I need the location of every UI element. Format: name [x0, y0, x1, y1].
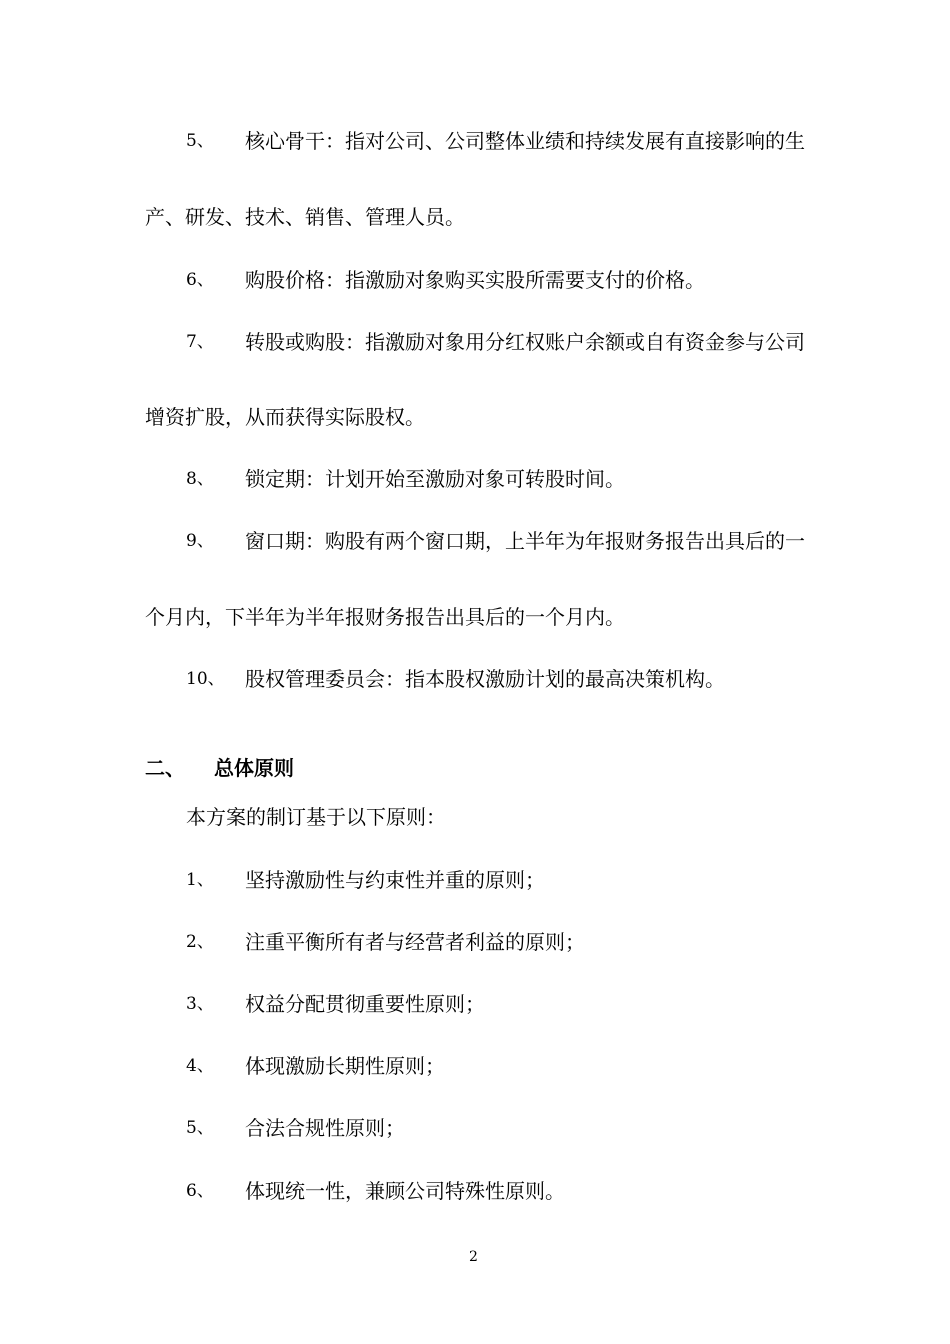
list-number: 6、 [186, 1181, 214, 1201]
section-number: 二、 [145, 756, 185, 780]
list-number: 9、 [186, 531, 214, 551]
list-number: 10、 [186, 669, 225, 689]
list-number: 8、 [186, 469, 214, 489]
principle-text: 体现统一性，兼顾公司特殊性原则。 [245, 1179, 565, 1203]
definition-continuation: 产、研发、技术、销售、管理人员。 [145, 205, 465, 229]
principle-text: 注重平衡所有者与经营者利益的原则； [245, 930, 585, 954]
principle-text: 权益分配贯彻重要性原则； [245, 992, 485, 1016]
definition-text: 窗口期：购股有两个窗口期，上半年为年报财务报告出具后的一 [245, 529, 805, 553]
principle-text: 坚持激励性与约束性并重的原则； [245, 868, 545, 892]
definition-text: 购股价格：指激励对象购买实股所需要支付的价格。 [245, 268, 705, 292]
list-number: 5、 [186, 1118, 214, 1138]
definition-text: 股权管理委员会：指本股权激励计划的最高决策机构。 [245, 667, 725, 691]
page-number: 2 [469, 1249, 478, 1265]
principle-text: 合法合规性原则； [245, 1116, 405, 1140]
definition-text: 锁定期：计划开始至激励对象可转股时间。 [245, 467, 625, 491]
definition-text: 核心骨干：指对公司、公司整体业绩和持续发展有直接影响的生 [245, 129, 805, 153]
section-title: 总体原则 [214, 756, 294, 780]
principle-text: 体现激励长期性原则； [245, 1054, 445, 1078]
definition-text: 转股或购股：指激励对象用分红权账户余额或自有资金参与公司 [245, 330, 805, 354]
intro-paragraph: 本方案的制订基于以下原则： [186, 805, 446, 829]
list-number: 2、 [186, 932, 214, 952]
list-number: 3、 [186, 994, 214, 1014]
definition-continuation: 个月内，下半年为半年报财务报告出具后的一个月内。 [145, 605, 625, 629]
list-number: 6、 [186, 270, 214, 290]
definition-continuation: 增资扩股，从而获得实际股权。 [145, 405, 425, 429]
list-number: 1、 [186, 870, 214, 890]
list-number: 5、 [186, 131, 214, 151]
list-number: 7、 [186, 332, 214, 352]
list-number: 4、 [186, 1056, 214, 1076]
